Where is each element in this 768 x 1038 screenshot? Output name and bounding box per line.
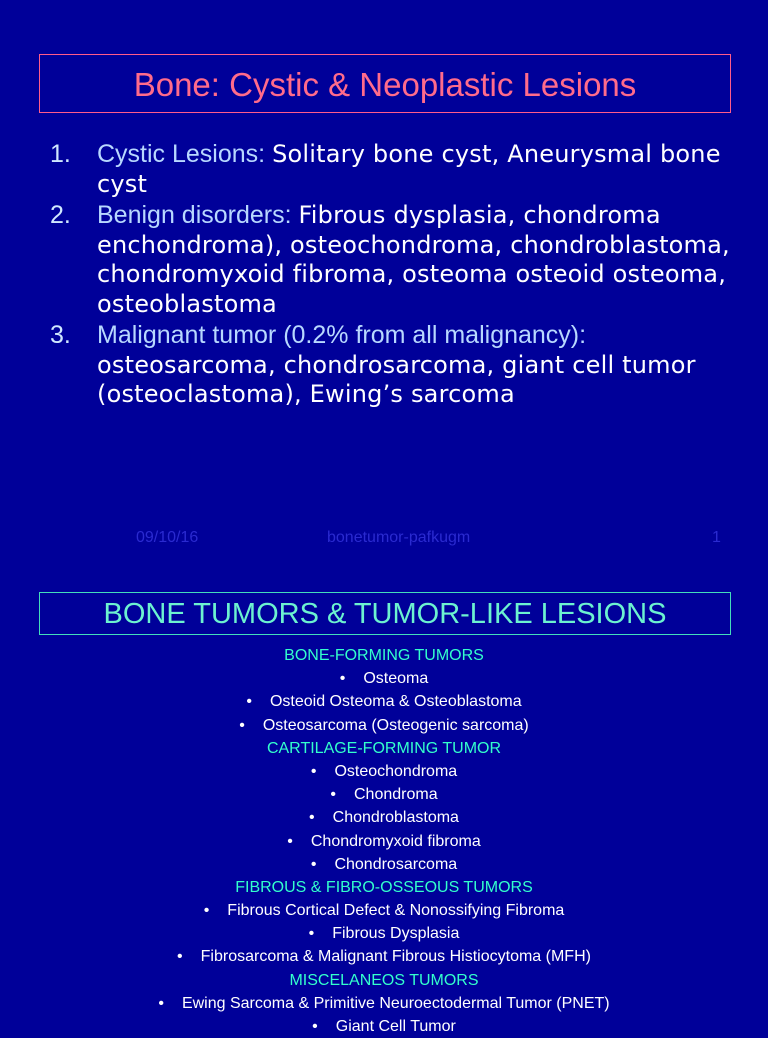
category-heading: BONE-FORMING TUMORS [284, 647, 484, 664]
list-item [0, 830, 768, 853]
bullet-icon: • [309, 809, 315, 827]
slide-2 [0, 576, 768, 1035]
list-item [0, 922, 768, 945]
bullet-icon: • [158, 994, 164, 1012]
slide-1-title-box [39, 54, 731, 113]
bullet-icon: • [330, 786, 336, 804]
list-value: Solitary bone cyst, Aneurysmal bone cyst [97, 140, 721, 198]
list-item [0, 806, 768, 829]
list-item [0, 667, 768, 690]
tumor-outline [0, 644, 768, 1038]
bullet-icon: • [239, 716, 245, 734]
bullet-icon: • [310, 762, 317, 780]
list-item-text: Giant Cell Tumor [335, 1018, 456, 1035]
bullet-icon: • [203, 902, 210, 920]
bullet-icon: • [312, 1018, 318, 1035]
bullet-icon: • [308, 925, 315, 943]
list-item [0, 714, 768, 737]
list-item [0, 899, 768, 922]
list-item [0, 853, 768, 876]
list-item-text: Osteoid Osteoma & Osteoblastoma [269, 693, 522, 711]
list-item-text: Osteochondroma [334, 762, 458, 780]
bullet-icon: • [339, 670, 346, 688]
list-item-text: Osteosarcoma (Osteogenic sarcoma) [262, 716, 529, 734]
list-value: osteosarcoma, chondrosarcoma, giant cell tumor (osteoclastoma), Ewing’s sarcoma [97, 350, 696, 408]
list-label: Cystic Lesions: [97, 140, 273, 168]
category-heading: CARTILAGE-FORMING TUMOR [266, 739, 502, 757]
list-item-text: Fibrous Dysplasia [332, 925, 460, 943]
list-number: 3. [50, 321, 71, 349]
list-item-text: Osteoma [363, 670, 429, 688]
list-item-text: Chondroma [354, 786, 438, 804]
footer-name: bonetumor-pafkugm [327, 529, 471, 546]
list-item [0, 945, 768, 968]
list-item [50, 201, 740, 319]
list-number: 2. [50, 201, 71, 229]
list-label: Malignant tumor (0.2% from all malignancy): [97, 321, 587, 349]
category-heading: MISCELANEOS TUMORS [289, 971, 479, 989]
list-item [0, 992, 768, 1015]
footer-date: 09/10/16 [136, 529, 199, 546]
list-item [50, 140, 740, 199]
list-item [50, 321, 740, 410]
bullet-icon: • [177, 948, 183, 966]
list-item [0, 690, 768, 713]
bullet-icon: • [246, 693, 252, 711]
slide-2-title: BONE TUMORS & TUMOR-LIKE LESIONS [103, 598, 667, 630]
slide-2-title-box [39, 592, 731, 635]
list-item-text: Chondrosarcoma [334, 855, 458, 873]
slide-1-title: Bone: Cystic & Neoplastic Lesions [133, 66, 637, 103]
list-item-text: Fibrosarcoma & Malignant Fibrous Histiocytoma (MFH) [200, 948, 591, 966]
bullet-icon: • [310, 855, 317, 873]
list-item-text: Chondromyxoid fibroma [310, 832, 481, 850]
bullet-icon: • [287, 832, 293, 850]
list-item-text: Ewing Sarcoma & Primitive Neuroectodermal Tumor (PNET) [181, 994, 610, 1012]
category-heading: FIBROUS & FIBRO-OSSEOUS TUMORS [235, 878, 533, 896]
list-item [0, 1015, 768, 1038]
list-label: Benign disorders: [97, 201, 299, 229]
list-number: 1. [50, 140, 71, 168]
list-item [0, 783, 768, 806]
list-item-text: Chondroblastoma [332, 809, 459, 827]
list-item-text: Fibrous Cortical Defect & Nonossifying Fibroma [227, 902, 565, 920]
lesion-list [50, 140, 740, 412]
footer-page-number: 1 [712, 529, 721, 546]
list-item [0, 760, 768, 783]
list-value: Fibrous dysplasia, chondroma enchondroma), osteochondroma, chondroblastoma, chondromyxoid fibroma, osteoma osteoid osteoma, osteoblastoma [97, 201, 730, 318]
